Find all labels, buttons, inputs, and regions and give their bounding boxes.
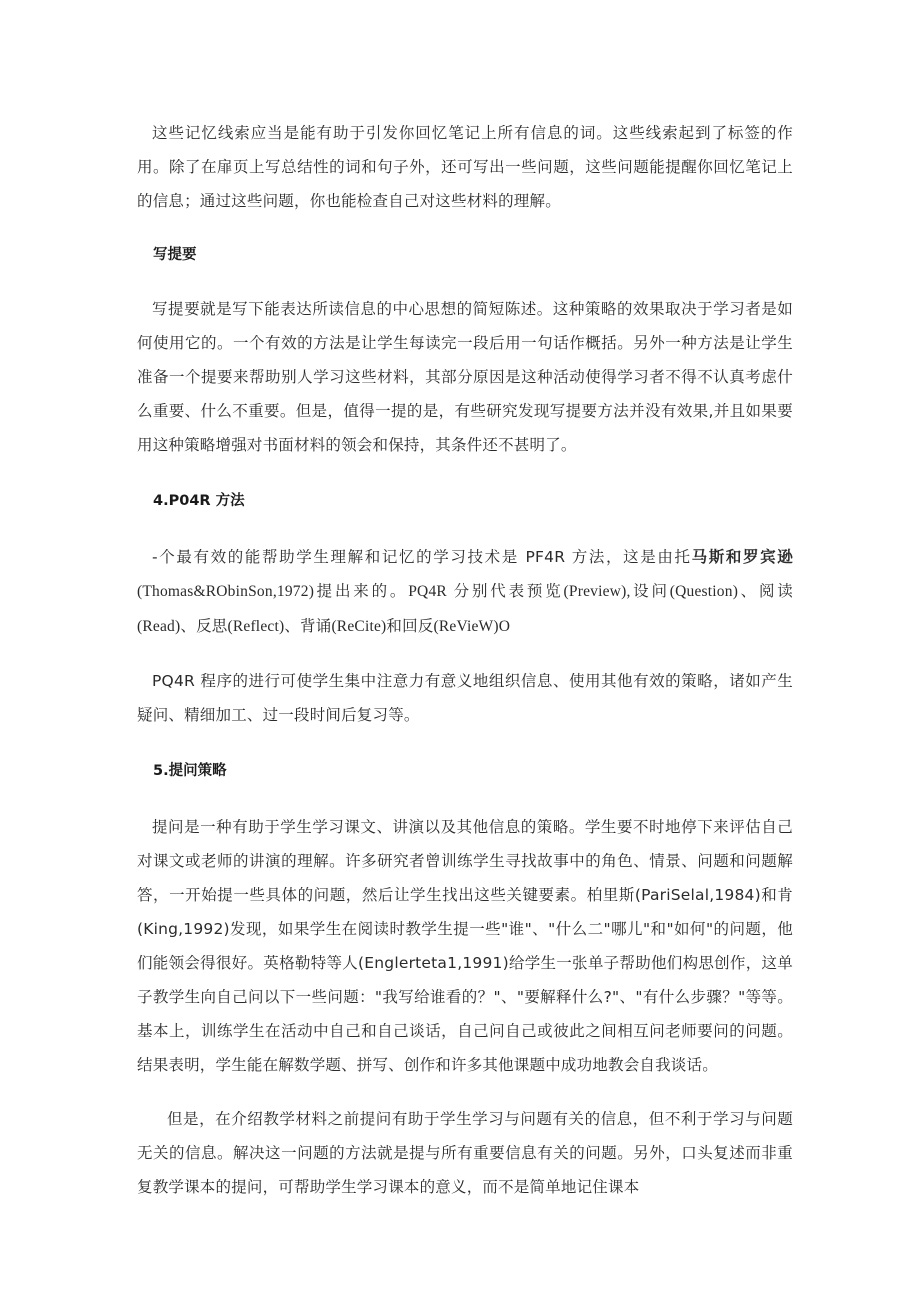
- paragraph-summary-strategy: 写提要就是写下能表达所读信息的中心思想的简短陈述。这种策略的效果取决于学习者是如何使用它的。一个有效的方法是让学生每读完一段后用一句话作概括。另外一种方法是让学生准备一个提要来帮助别人学习这些材料，其部分原因是这种活动使得学习者不得不认真考虑什么重要、什么不重要。但是，值得一提的是，有些研究发现写提要方法并没有效果,并且如果要用这种策略增强对书面材料的领会和保持，其条件还不甚明了。: [137, 300, 793, 454]
- paragraph-questioning-caveat: 但是，在介绍教学材料之前提问有助于学生学习与问题有关的信息，但不利于学习与问题无关的信息。解决这一问题的方法就是提与所有重要信息有关的问题。另外，口头复述而非重复教学课本的提问，可帮助学生学习课本的意义，而不是简单地记住课本: [137, 1110, 793, 1196]
- spacer: [137, 518, 793, 540]
- paragraph-pq4r-intro: [137, 540, 793, 644]
- paragraph-memory-cues: 这些记忆线索应当是能有助于引发你回忆笔记上所有信息的词。这些线索起到了标签的作用。除了在扉页上写总结性的词和句子外，还可写出一些问题，这些问题能提醒你回忆笔记上的信息；通过这些问题，你也能检查自己对这些材料的理解。: [137, 124, 793, 210]
- spacer: [137, 272, 793, 292]
- spacer: [137, 1082, 793, 1102]
- document-page: [137, 116, 793, 1204]
- heading-questioning-strategy: 5.提问策略: [153, 763, 227, 779]
- pq4r-author-names: 马斯和罗宾逊: [691, 548, 794, 566]
- heading-write-summary: 写提要: [153, 247, 197, 263]
- spacer: [137, 732, 793, 754]
- spacer: [137, 644, 793, 664]
- spacer: [137, 218, 793, 238]
- paragraph-pq4r-procedure: PQ4R 程序的进行可使学生集中注意力有意义地组织信息、使用其他有效的策略，诸如产生疑问、精细加工、过一段时间后复习等。: [137, 672, 793, 724]
- pq4r-intro-text: -个最有效的能帮助学生理解和记忆的学习技术是 PF4R 方法，这是由托: [152, 548, 692, 566]
- heading-pq4r-method: 4.P04R 方法: [153, 493, 245, 509]
- pq4r-citation-text: (Thomas&RObinSon,1972)提出来的。PQ4R 分别代表预览(Preview),设问(Question)、阅读(Read)、反思(Reflect)、背诵(ReCite)和回反(ReVieW)O: [137, 583, 793, 635]
- spacer: [137, 788, 793, 810]
- spacer: [137, 462, 793, 484]
- paragraph-questioning-details: 提问是一种有助于学生学习课文、讲演以及其他信息的策略。学生要不时地停下来评估自己对课文或老师的讲演的理解。许多研究者曾训练学生寻找故事中的角色、情景、问题和问题解答，一开始提一些具体的问题，然后让学生找出这些关键要素。柏里斯(PariSelal,1984)和肯(King,1992)发现，如果学生在阅读时教学生提一些"谁"、"什么二"哪儿"和"如何"的问题，他们能领会得很好。英格勒特等人(Englerteta1,1991)给学生一张单子帮助他们构思创作，这单子教学生向自己问以下一些问题："我写给谁看的？"、"要解释什么?"、"有什么步骤？"等等。基本上，训练学生在活动中自己和自己谈话，自己问自己或彼此之间相互问老师要问的问题。结果表明，学生能在解数学题、拼写、创作和许多其他课题中成功地教会自我谈话。: [137, 818, 793, 1074]
